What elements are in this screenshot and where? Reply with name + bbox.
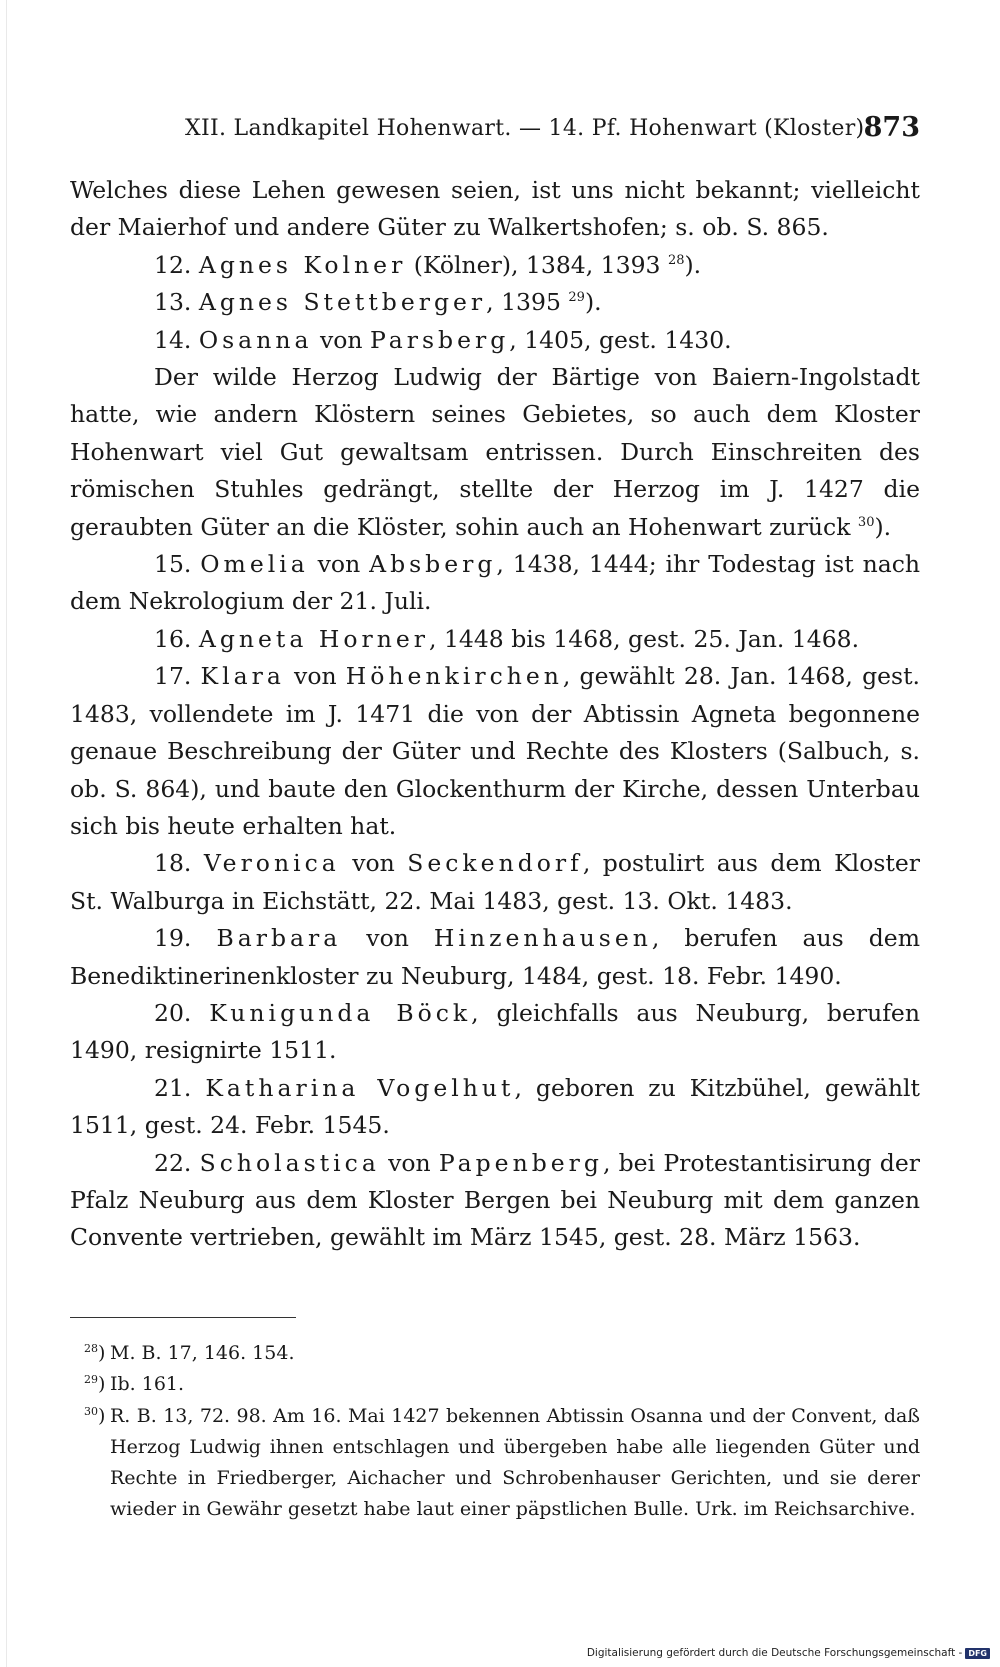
footnote-28: $^{28}$) M. B. 17, 146. 154. bbox=[84, 1342, 295, 1364]
footnote-mark: 30 bbox=[84, 1404, 98, 1418]
page-header bbox=[70, 110, 920, 154]
abbess-name: Agneta Horner bbox=[198, 624, 429, 653]
abbess-name: Scholastica bbox=[199, 1148, 380, 1177]
abbess-entry-18: 18. Veronica von Seckendorf, postulirt aus dem Kloster St. Walburga in Eichstätt, 22. Mai 1483, gest. 13. Okt. 1483. bbox=[70, 849, 920, 915]
abbess-family-name: Absberg bbox=[369, 550, 497, 579]
abbess-entry-14: 14. Osanna von Parsberg, 1405, gest. 1430. bbox=[154, 325, 732, 354]
abbess-entry-16: 16. Agneta Horner, 1448 bis 1468, gest. 25. Jan. 1468. bbox=[154, 624, 860, 653]
running-title: XII. Landkapitel Hohenwart. — 14. Pf. Hohenwart (Kloster). bbox=[185, 116, 872, 141]
footnote-ref: 29 bbox=[568, 290, 585, 306]
abbess-family-name: Seckendorf bbox=[407, 849, 583, 878]
abbess-entry-15: 15. Omelia von Absberg, 1438, 1444; ihr Todestag ist nach dem Nekrologium der 21. Juli. bbox=[70, 550, 921, 616]
abbess-entry-17: 17. Klara von Höhenkirchen, gewählt 28. Jan. 1468, gest. 1483, vollendete im J. 1471 die von der Abtissin Agneta begonnene genaue Beschreibung der Güter und Rechte des Klosters (Salbuch, s. ob. S. 864), und baute den Glockenthurm der Kirche, dessen Unterbau sich bis heute erhalten hat. bbox=[70, 662, 920, 840]
abbess-name: Agnes Kolner bbox=[198, 250, 407, 279]
abbess-family-name: Papenberg bbox=[438, 1148, 603, 1177]
page-edge bbox=[6, 0, 7, 1667]
footnote-text: Ib. 161. bbox=[110, 1373, 185, 1396]
footnote-text: R. B. 13, 72. 98. Am 16. Mai 1427 bekennen Abtissin Osanna und der Convent, daß Herzog Ludwig ihnen entschlagen und übergeben habe alle liegenden Güter und Rechte in Friedberger, Aichacher und Schrobenhauser Gerichten, und sie derer wieder in Gewähr gesetzt habe laut einer päpstlichen Bulle. Urk. im Reichsarchive. bbox=[110, 1404, 920, 1521]
abbess-entry-21: 21. Katharina Vogelhut, geboren zu Kitzbühel, gewählt 1511, gest. 24. Febr. 1545. bbox=[70, 1073, 920, 1140]
abbess-family-name: Parsberg bbox=[369, 325, 510, 354]
abbess-name: Osanna bbox=[198, 325, 313, 354]
abbess-entry-19: 19. Barbara von Hinzenhausen, berufen aus dem Benediktinerinenkloster zu Neuburg, 1484, gest. 18. Febr. 1490. bbox=[70, 924, 920, 990]
dfg-logo-icon: DFG bbox=[965, 1648, 990, 1659]
footnote-mark: 29 bbox=[84, 1373, 98, 1387]
abbess-entry-20: 20. Kunigunda Böck, gleichfalls aus Neuburg, berufen 1490, resignirte 1511. bbox=[70, 998, 920, 1065]
footnote-text: M. B. 17, 146. 154. bbox=[110, 1342, 295, 1364]
abbess-name: Kunigunda Böck bbox=[209, 998, 472, 1027]
abbess-name: Katharina Vogelhut bbox=[205, 1073, 515, 1102]
page-number: 873 bbox=[863, 112, 920, 143]
abbess-entry-13: 13. Agnes Stettberger, 1395 $^{29}$). bbox=[154, 288, 602, 317]
abbess-entry-22: 22. Scholastica von Papenberg, bei Protestantisirung der Pfalz Neuburg aus dem Kloster Bergen bei Neuburg mit dem ganzen Convente vertrieben, gewählt im März 1545, gest. 28. März 1563. bbox=[70, 1148, 920, 1252]
digitization-credit bbox=[587, 1647, 990, 1659]
abbess-name: Omelia bbox=[200, 550, 309, 579]
footnotes bbox=[70, 1338, 920, 1526]
footnote-ref: 30 bbox=[857, 514, 875, 530]
abbess-name: Klara bbox=[200, 662, 285, 691]
abbess-name: Agnes Stettberger bbox=[198, 288, 487, 317]
footnote-ref: 28 bbox=[667, 252, 685, 268]
body-text bbox=[70, 172, 920, 1257]
abbess-family-name: Hinzenhausen bbox=[433, 924, 652, 953]
abbess-name: Barbara bbox=[216, 924, 342, 953]
credit-text: Digitalisierung gefördert durch die Deutsche Forschungsgemeinschaft - bbox=[586, 1647, 963, 1659]
continuation-paragraph: Welches diese Lehen gewesen seien, ist uns nicht bekannt; vielleicht der Maierhof und andere Güter zu Walkertshofen; s. ob. S. 865. bbox=[70, 176, 920, 242]
footnote-29: $^{29}$) Ib. 161. bbox=[84, 1373, 185, 1396]
footnote-30: $^{30}$) R. B. 13, 72. 98. Am 16. Mai 1427 bekennen Abtissin Osanna und der Convent, daß Herzog Ludwig ihnen entschlagen und übergeben habe alle liegenden Güter und Rechte in Friedberger, Aichacher und Schrobenhauser Gerichten, und sie derer wieder in Gewähr gesetzt habe laut einer päpstlichen Bulle. Urk. im Reichsarchive. bbox=[84, 1404, 920, 1521]
abbess-family-name: Höhenkirchen bbox=[345, 662, 563, 691]
abbess-name: Veronica bbox=[203, 849, 340, 878]
footnote-divider bbox=[70, 1317, 296, 1318]
abbess-entry-12: 12. Agnes Kolner (Kölner), 1384, 1393 $^{28}$). bbox=[154, 250, 702, 279]
footnote-mark: 28 bbox=[84, 1342, 98, 1355]
history-paragraph: Der wilde Herzog Ludwig der Bärtige von Baiern-Ingolstadt hatte, wie andern Klöstern seines Gebietes, so auch dem Kloster Hohenwart viel Gut gewaltsam entrissen. Durch Einschreiten des römischen Stuhles gedrängt, stellte der Herzog im J. 1427 die geraubten Güter an die Klöster, sohin auch an Hohenwart zurück $^{30}$). bbox=[70, 363, 920, 541]
